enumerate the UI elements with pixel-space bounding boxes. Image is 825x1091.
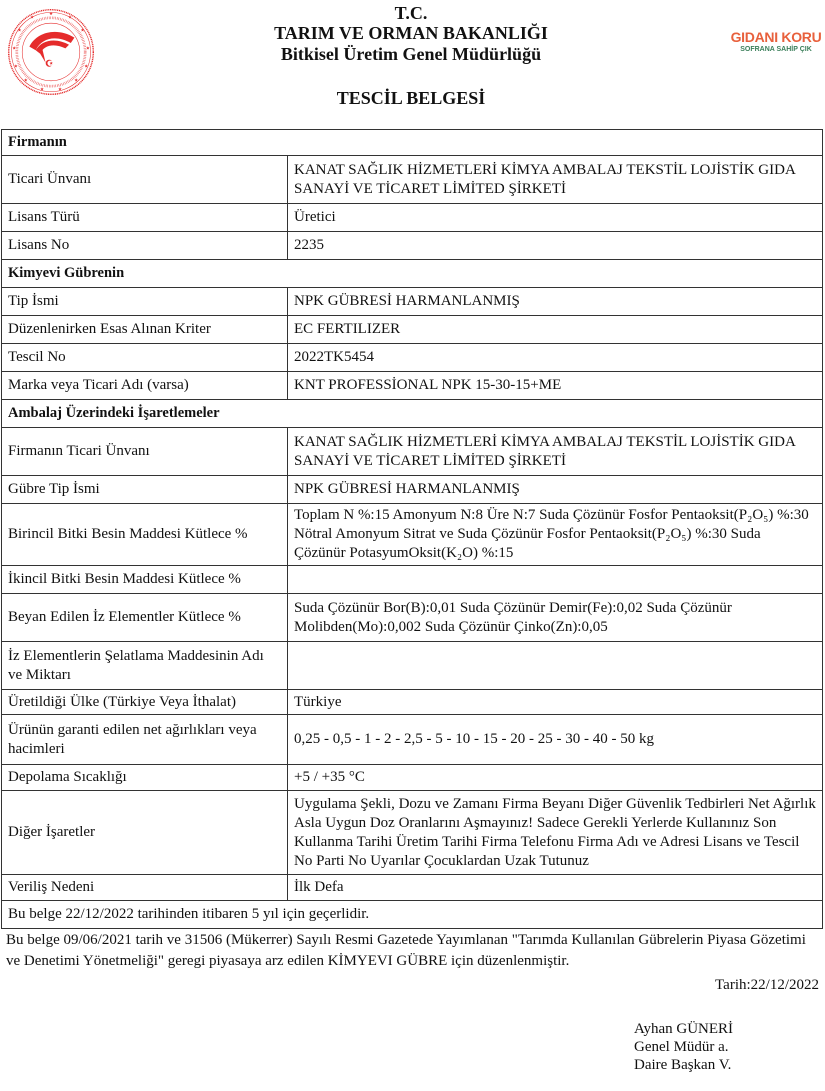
table-row (2, 232, 823, 260)
svg-text:★: ★ (48, 11, 54, 17)
row-value: NPK GÜBRESİ HARMANLANMIŞ (288, 476, 823, 504)
table-row (2, 875, 823, 901)
row-label: Diğer İşaretler (2, 791, 288, 875)
table-row (2, 316, 823, 344)
row-label: Beyan Edilen İz Elementler Kütlece % (2, 594, 288, 642)
table-row (2, 791, 823, 875)
table-row (2, 204, 823, 232)
row-value: +5 / +35 °C (288, 765, 823, 791)
row-value: Türkiye (288, 690, 823, 715)
row-label: Düzenlenirken Esas Alınan Kriter (2, 316, 288, 344)
row-value: 0,25 - 0,5 - 1 - 2 - 2,5 - 5 - 10 - 15 - 20 - 25 - 30 - 40 - 50 kg (288, 715, 823, 765)
svg-text:★: ★ (30, 14, 35, 20)
row-value: İlk Defa (288, 875, 823, 901)
table-row (2, 476, 823, 504)
brand-tagline: SOFRANA SAHİP ÇIK (740, 46, 812, 53)
row-value: KNT PROFESSİONAL NPK 15-30-15+ME (288, 372, 823, 400)
svg-text:★: ★ (39, 86, 45, 92)
table-row (2, 156, 823, 204)
row-label: Ticari Ünvanı (2, 156, 288, 204)
row-label: Firmanın Ticari Ünvanı (2, 428, 288, 476)
row-label: Tescil No (2, 344, 288, 372)
table-row (2, 690, 823, 715)
svg-text:★: ★ (12, 45, 17, 51)
ministry-seal-icon (6, 7, 96, 97)
header-directorate: Bitkisel Üretim Genel Müdürlüğü (280, 44, 542, 64)
brand-name: GIDANI KORU (730, 29, 822, 45)
svg-text:★: ★ (85, 45, 90, 51)
row-label: Ürünün garanti edilen net ağırlıkları veya hacimleri (2, 715, 288, 765)
svg-text:★: ★ (74, 77, 79, 83)
row-label: Birincil Bitki Besin Maddesi Kütlece % (2, 504, 288, 566)
svg-text:★: ★ (84, 63, 89, 69)
svg-text:☪: ☪ (45, 58, 54, 69)
row-value: 2022TK5454 (288, 344, 823, 372)
row-value: NPK GÜBRESİ HARMANLANMIŞ (288, 288, 823, 316)
table-row (2, 594, 823, 642)
certificate-table (1, 129, 823, 929)
table-row (2, 372, 823, 400)
issue-date: Tarih:22/12/2022 (715, 977, 819, 993)
section-heading-firm: Firmanın (2, 130, 823, 156)
row-label: Lisans Türü (2, 204, 288, 232)
table-row (2, 566, 823, 594)
row-value: KANAT SAĞLIK HİZMETLERİ KİMYA AMBALAJ TEKSTİL LOJİSTİK GIDA SANAYİ VE TİCARET LİMİTED ŞİRKETİ (288, 156, 823, 204)
page-title: TESCİL BELGESİ (336, 88, 486, 108)
row-label: Gübre Tip İsmi (2, 476, 288, 504)
section-heading-packaging: Ambalaj Üzerindeki İşaretlemeler (2, 400, 823, 428)
validity-row (2, 901, 823, 929)
row-value: KANAT SAĞLIK HİZMETLERİ KİMYA AMBALAJ TEKSTİL LOJİSTİK GIDA SANAYİ VE TİCARET LİMİTED ŞİRKETİ (288, 428, 823, 476)
row-label: İkincil Bitki Besin Maddesi Kütlece % (2, 566, 288, 594)
row-value (288, 566, 823, 594)
svg-text:★: ★ (23, 77, 28, 83)
table-row (2, 765, 823, 791)
svg-text:★: ★ (57, 86, 63, 92)
row-label: Depolama Sıcaklığı (2, 765, 288, 791)
row-label: Marka veya Ticari Adı (varsa) (2, 372, 288, 400)
table-row (2, 715, 823, 765)
svg-text:★: ★ (80, 27, 85, 33)
table-row (2, 288, 823, 316)
signature-block (634, 1020, 733, 1074)
section-heading-fertilizer: Kimyevi Gübrenin (2, 260, 823, 288)
row-label: Üretildiği Ülke (Türkiye Veya İthalat) (2, 690, 288, 715)
table-row (2, 344, 823, 372)
signatory-title-2: Daire Başkan V. (634, 1057, 732, 1073)
row-label: Veriliş Nedeni (2, 875, 288, 901)
signatory-name: Ayhan GÜNERİ (634, 1021, 734, 1037)
header-ministry: TARIM VE ORMAN BAKANLIĞI (274, 23, 548, 43)
table-row (2, 504, 823, 566)
signatory-title-1: Genel Müdür a. (634, 1039, 729, 1055)
row-value: Suda Çözünür Bor(B):0,01 Suda Çözünür Demir(Fe):0,02 Suda Çözünür Molibden(Mo):0,002 Suda Çözünür Çinko(Zn):0,05 (288, 594, 823, 642)
brand-logo (727, 30, 825, 54)
svg-text:★: ★ (13, 63, 18, 69)
row-value: 2235 (288, 232, 823, 260)
row-label: Tip İsmi (2, 288, 288, 316)
svg-text:★: ★ (17, 27, 22, 33)
row-value (288, 642, 823, 690)
svg-text:★: ★ (67, 14, 72, 20)
row-value: Toplam N %:15 Amonyum N:8 Üre N:7 Suda Çözünür Fosfor Pentaoksit(P₂O₅) %:30 Nötral Amonyum Sitrat ve Suda Çözünür Fosfor Pentaoksit(P₂O₅) %:30 Suda Çözünür PotasyumOksit(K₂O) %:15 (288, 504, 823, 566)
row-value: Üretici (288, 204, 823, 232)
row-value: Uygulama Şekli, Dozu ve Zamanı Firma Beyanı Diğer Güvenlik Tedbirleri Net Ağırlık Asla Uygun Doz Oranlarını Aşmayınız! Sadece Gerekli Yerlerde Kullanınız Son Kullanma Tarihi Üretim Tarihi Firma Telefonu Firma Adı ve Adresi Lisans ve Tescil No Parti No Uyarılar Çocuklardan Uzak Tutunuz (288, 791, 823, 875)
validity-text: Bu belge 22/12/2022 tarihinden itibaren 5 yıl için geçerlidir. (2, 901, 823, 929)
regulation-note: Bu belge 09/06/2021 tarih ve 31506 (Mükerrer) Sayılı Resmi Gazetede Yayımlanan "Tarımda Kullanılan Gübrelerin Piyasa Gözetimi ve Denetimi Yönetmeliği" geregi piyasaya arz edilen KİMYEVI GÜBRE için düzenlenmiştir. (6, 932, 806, 969)
header-tc: T.C. (394, 3, 428, 23)
table-row (2, 642, 823, 690)
row-value: EC FERTILIZER (288, 316, 823, 344)
table-row (2, 428, 823, 476)
row-label: Lisans No (2, 232, 288, 260)
row-label: İz Elementlerin Şelatlama Maddesinin Adı ve Miktarı (2, 642, 288, 690)
